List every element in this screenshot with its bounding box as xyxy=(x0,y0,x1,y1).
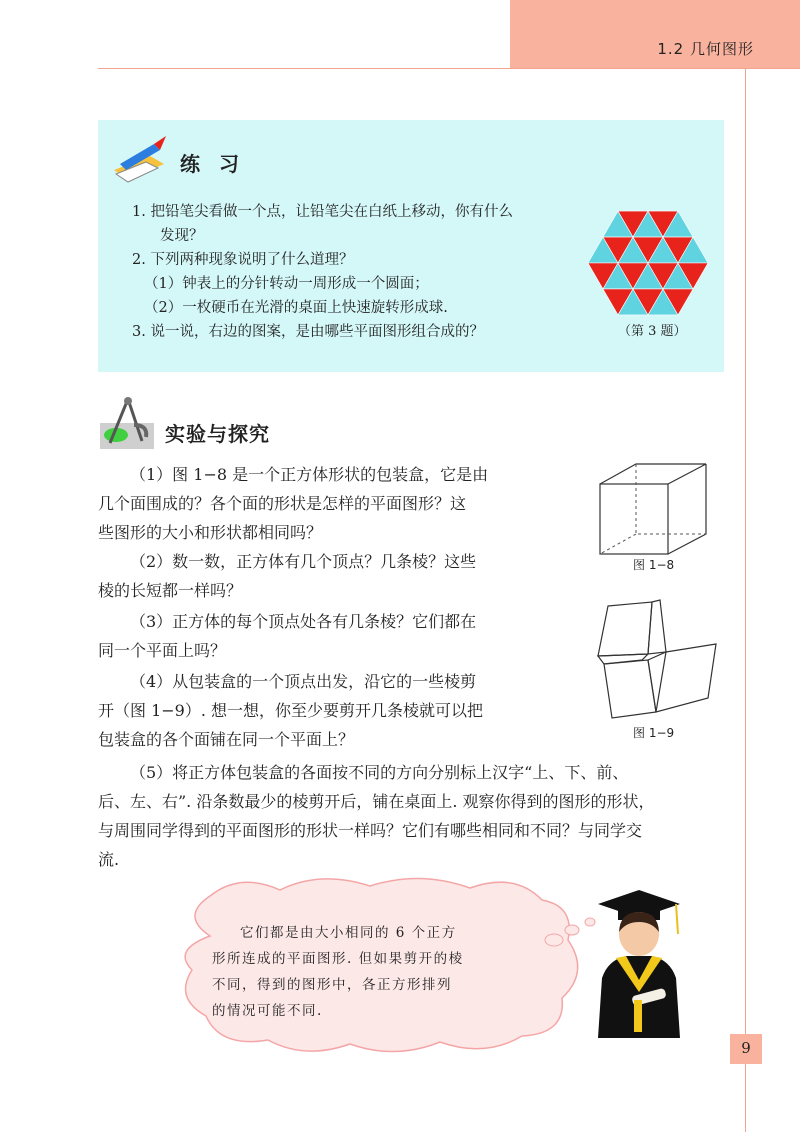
lab-paragraph-2 xyxy=(98,547,477,605)
header-bar xyxy=(510,0,800,68)
exercise-line: 3. 说一说，右边的图案，是由哪些平面图形组合成的？ xyxy=(132,324,484,340)
pencil-ruler-icon xyxy=(110,134,168,184)
text-line: （4）从包装盒的一个顶点出发，沿它的一些棱剪 xyxy=(130,672,477,691)
text-line: 包装盒的各个面铺在同一个平面上？ xyxy=(98,730,355,749)
text-line: 些图形的大小和形状都相同吗？ xyxy=(98,523,323,542)
text-line: 形所连成的平面图形. 但如果剪开的棱 xyxy=(212,951,464,967)
exercise-line: 1. 把铅笔尖看做一个点，让铅笔尖在白纸上移动，你有什么 xyxy=(132,204,513,220)
text-line: 的情况可能不同. xyxy=(212,1003,323,1019)
page-number: 9 xyxy=(741,1039,751,1057)
exercise-line: （1）钟表上的分针转动一周形成一个圆面； xyxy=(144,276,429,292)
lab-paragraph-5 xyxy=(98,758,655,874)
text-line: 开（图 1−9）. 想一想，你至少要剪开几条棱就可以把 xyxy=(98,701,484,720)
figure-1-9-caption: 图 1−9 xyxy=(633,726,675,740)
text-line: （1）图 1−8 是一个正方体形状的包装盒，它是由 xyxy=(130,465,489,484)
exercise-title: 练 习 xyxy=(180,152,245,176)
text-line: 棱的长短都一样吗？ xyxy=(98,581,243,600)
text-line: 不同，得到的图形中，各正方形排列 xyxy=(212,977,452,993)
exercise-line: 2. 下列两种现象说明了什么道理？ xyxy=(132,252,354,268)
text-line: 后、左、右”. 沿条数最少的棱剪开后，铺在桌面上. 观察你得到的图形的形状， xyxy=(98,792,655,811)
exercise-box xyxy=(98,120,724,372)
unfolding-cube-figure xyxy=(590,594,720,722)
text-line: 它们都是由大小相同的 6 个正方 xyxy=(240,925,457,941)
section-title: 1.2 几何图形 xyxy=(657,40,754,58)
lab-paragraph-4 xyxy=(98,667,484,754)
text-line: 几个面围成的？各个面的形状是怎样的平面图形？这 xyxy=(98,494,467,513)
figure-1-8-caption: 图 1−8 xyxy=(633,558,675,572)
lab-title: 实验与探究 xyxy=(165,422,270,446)
figure-caption: （第 3 题） xyxy=(618,324,687,339)
lab-paragraph-3 xyxy=(98,607,477,665)
speech-bubble-text xyxy=(212,920,482,1024)
exercise-line: 发现？ xyxy=(160,228,204,244)
compass-icon xyxy=(98,395,156,451)
exercise-list xyxy=(132,200,572,344)
text-line: 同一个平面上吗？ xyxy=(98,641,227,660)
header-divider xyxy=(98,68,800,69)
text-line: （2）数一数，正方体有几个顶点？几条棱？这些 xyxy=(130,552,477,571)
text-line: 与周围同学得到的平面图形的形状一样吗？它们有哪些相同和不同？与同学交 xyxy=(98,821,643,840)
page-number-box xyxy=(730,1034,762,1064)
lab-paragraph-1 xyxy=(98,460,489,547)
margin-divider xyxy=(745,68,746,1132)
text-line: （5）将正方体包装盒的各面按不同的方向分别标上汉字“上、下、前、 xyxy=(130,763,629,782)
graduate-student-illustration xyxy=(592,888,686,1038)
text-line: （3）正方体的每个顶点处各有几条棱？它们都在 xyxy=(130,612,477,631)
cube-figure xyxy=(594,462,714,558)
text-line: 流. xyxy=(98,850,120,869)
hexagon-pattern-figure xyxy=(586,208,710,318)
exercise-line: （2）一枚硬币在光滑的桌面上快速旋转形成球. xyxy=(144,300,448,316)
